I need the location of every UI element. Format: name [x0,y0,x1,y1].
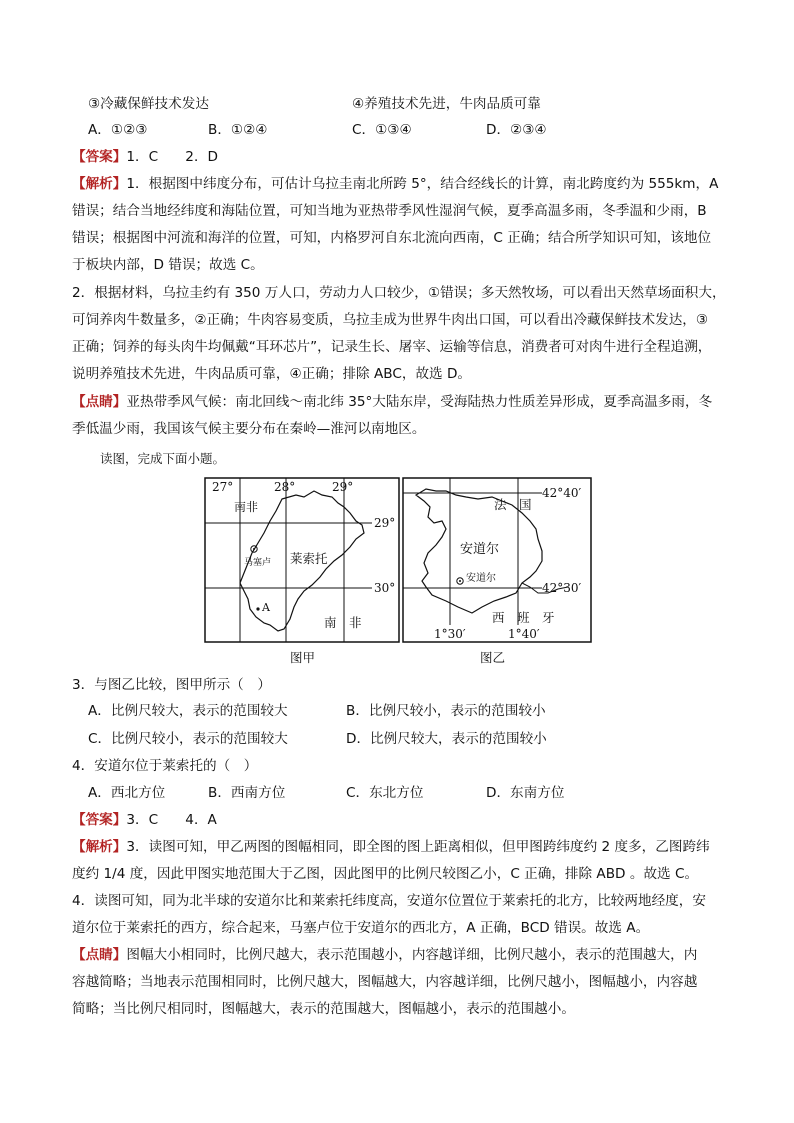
question-3-choice-b: B．比例尺较小，表示的范围较小 [346,703,546,719]
map-a-lat-29: 29° [374,516,396,530]
analysis2-line-4: 道尔位于莱索托的西方，综合起来，马塞卢位于安道尔的西北方，A 正确，BCD 错误。故选 A。 [72,920,650,936]
map-a-point-a: A [262,601,270,614]
analysis-line-4: 于板块内部，D 错误；故选 C。 [72,257,264,273]
option-4-text: ④养殖技术先进，牛肉品质可靠 [352,96,541,112]
question-3-choice-d: D．比例尺较大，表示的范围较小 [346,731,547,747]
point-line-1 [72,392,712,412]
choice-d: D．②③④ [486,122,547,138]
question-3-choice-c: C．比例尺较小，表示的范围较大 [88,731,288,747]
answer-text-2: 3．C 4．A [126,812,217,828]
analysis-line-3: 错误；根据图中河流和海洋的位置，可知，内格罗河自东北流向西南，C 正确；结合所学知识可知，该地位 [72,230,712,246]
question-4-stem: 4．安道尔位于莱索托的（ ） [72,758,258,774]
point-tag: 【点睛】 [72,394,127,410]
analysis-line-6: 可饲养肉牛数量多，②正确；牛肉容易变质，乌拉圭成为世界牛肉出口国，可以看出冷藏保鲜技术发达，③ [72,312,709,328]
point-text: 亚热带季风气候：南北回线～南北纬 35°大陆东岸，受海陆热力性质差异形成，夏季高温多雨，冬 [126,394,713,410]
point2-line-2: 容越简略；当地表示范围相同时，比例尺越大，图幅越大，内容越详细，比例尺越小，图幅越小，内容越 [72,974,698,990]
question-3-stem: 3．与图乙比较，图甲所示（ ） [72,677,271,693]
choice-c: C．①③④ [352,122,412,138]
question-4-choice-d: D．东南方位 [486,785,565,801]
analysis2-line-1 [72,837,710,857]
map-a-lesotho-label: 莱索托 [290,551,328,566]
analysis-text: 1．根据图中纬度分布，可估计乌拉圭南北所跨 5°，结合经线长的计算，南北跨度约为 555km，A [126,176,719,192]
question-4-choice-a: A．西北方位 [88,785,166,801]
analysis-line-5: 2．根据材料，乌拉圭约有 350 万人口，劳动力人口较少，①错误；多天然牧场，可以看出天然草场面积大， [72,285,726,301]
point-tag-2: 【点睛】 [72,947,127,963]
map-b-lat-42-40: 42°40′ [542,486,582,500]
map-b-lon-1-40: 1°40′ [508,627,540,641]
question-3-choice-a: A．比例尺较大，表示的范围较大 [88,703,288,719]
point2-line-3: 简略；当比例尺相同时，图幅越大，表示的范围越大，图幅越小，表示的范围越小。 [72,1001,575,1017]
analysis2-line-3: 4．读图可知，同为北半球的安道尔比和莱索托纬度高，安道尔位置位于莱索托的北方，比较两地经度，安 [72,893,706,909]
map-andorra [402,477,592,643]
map-a-south-africa-top: 南非 [234,500,259,514]
map-a-lat-30: 30° [374,581,396,595]
map-a-south-africa-bottom: 南 非 [324,615,362,630]
map-b-spain-label: 西 班 牙 [492,610,555,625]
map-b-france-label: 法 国 [494,497,532,512]
question-4-choice-c: C．东北方位 [346,785,424,801]
answer-line-2 [72,810,217,830]
map-a-lon-29: 29° [332,480,354,494]
map-a-maseru-label: 马塞卢 [244,558,272,568]
analysis-line-7: 正确；饲养的每头肉牛均佩戴“耳环芯片”，记录生长、屠宰、运输等信息，消费者可对肉牛进行全程追溯， [72,339,712,355]
question-4-choice-b: B．西南方位 [208,785,286,801]
point2-line-1 [72,945,697,965]
reading-intro: 读图，完成下面小题。 [100,451,226,466]
analysis2-text: 3．读图可知，甲乙两图的图幅相同，即全图的图上距离相似，但甲图跨纬度约 2 度多，乙图跨纬 [126,839,710,855]
map-b-lat-42-30: 42°30′ [542,581,582,595]
answer-tag-2: 【答案】 [72,812,127,828]
map-b-andorra-label: 安道尔 [460,542,500,557]
analysis-tag: 【解析】 [72,176,127,192]
answer-text: 1．C 2．D [126,149,219,165]
analysis2-line-2: 度约 1/4 度，因此甲图实地范围大于乙图，因此图甲的比例尺较图乙小，C 正确，排除 ABD 。故选 C。 [72,866,699,882]
choice-b: B．①②④ [208,122,268,138]
analysis-line-1 [72,174,718,194]
map-b-caption: 图乙 [480,650,506,665]
map-a-caption: 图甲 [290,650,316,665]
map-a-lon-28: 28° [274,480,296,494]
map-lesotho [204,477,400,643]
analysis-tag-2: 【解析】 [72,839,127,855]
map-b-capital-label: 安道尔 [466,573,496,584]
option-3-text: ③冷藏保鲜技术发达 [88,96,209,112]
map-b-lon-1-30: 1°30′ [434,627,466,641]
point2-text: 图幅大小相同时，比例尺越大，表示范围越小，内容越详细，比例尺越小，表示的范围越大，内 [126,947,698,963]
choice-a: A．①②③ [88,122,148,138]
analysis-line-2: 错误；结合当地经纬度和海陆位置，可知当地为亚热带季风性湿润气候，夏季高温多雨，冬季温和少雨，B [72,203,707,219]
point-line-2: 季低温少雨，我国该气候主要分布在秦岭—淮河以南地区。 [72,421,426,437]
analysis-line-8: 说明养殖技术先进，牛肉品质可靠，④正确；排除 ABC，故选 D。 [72,366,472,382]
answer-line-1 [72,147,218,167]
map-a-lon-27: 27° [212,480,234,494]
answer-tag: 【答案】 [72,149,127,165]
